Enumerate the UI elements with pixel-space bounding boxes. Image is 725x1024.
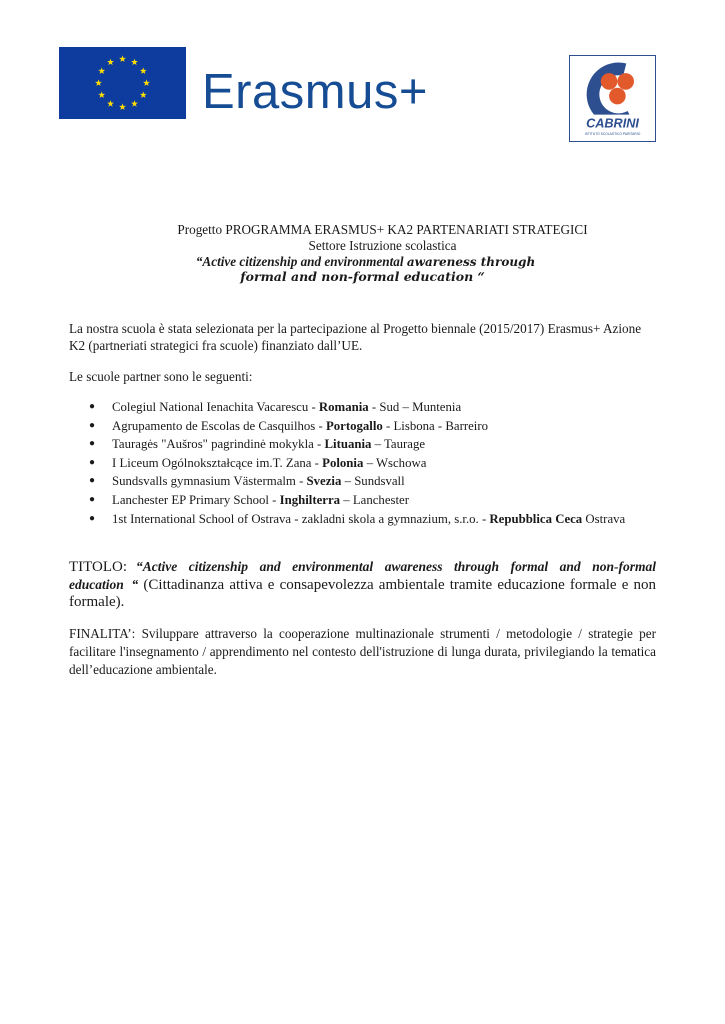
bullet-icon: ●: [89, 512, 96, 524]
partner-school: Colegiul National Ienachita Vacarescu -: [112, 400, 319, 414]
star-icon: [98, 67, 105, 74]
list-item: [89, 510, 625, 529]
bullet-icon: ●: [89, 475, 96, 487]
titolo-english: “Active citizenship and environmental awareness through formal and non-formal education “: [69, 559, 656, 592]
partner-country: Polonia: [322, 455, 364, 470]
project-subtitle-line: [3, 254, 725, 270]
cabrini-logo: [569, 55, 656, 142]
partners-intro: Le scuole partner sono le seguenti:: [69, 369, 253, 384]
partner-country: Portogallo: [325, 418, 383, 433]
partner-city: – Wschowa: [363, 455, 427, 470]
partner-city: – Taurage: [371, 437, 426, 452]
list-item: [89, 417, 625, 436]
star-icon: [107, 100, 114, 107]
project-subtitle-line: formal and non-formal education “: [240, 269, 485, 284]
cabrini-subtext: ISTITUTO SCOLASTICO PARITARIO: [584, 132, 641, 137]
partner-list: [89, 398, 625, 528]
bullet-icon: ●: [89, 438, 96, 450]
bullet-icon: ●: [89, 456, 96, 468]
eu-stars: [59, 47, 186, 119]
titolo-paragraph: [69, 558, 656, 611]
list-item: [89, 454, 625, 473]
star-icon: [107, 59, 114, 66]
erasmus-plus-logo: Erasmus+: [202, 65, 428, 119]
partner-school: Lanchester EP Primary School -: [112, 492, 280, 507]
partner-country: Inghilterra: [279, 492, 341, 507]
partner-country: Repubblica Ceca: [489, 511, 583, 526]
star-icon: [140, 91, 147, 98]
partner-school: Agrupamento de Escolas de Casquilhos -: [112, 418, 326, 433]
partner-school: 1st International School of Ostrava - zakladni skola a gymnazium, s.r.o. -: [112, 511, 490, 526]
cabrini-dot: [617, 73, 634, 90]
star-icon: [143, 79, 150, 86]
titolo-label: TITOLO:: [69, 559, 136, 575]
partner-school: Sundsvalls gymnasium Västermalm -: [112, 474, 307, 489]
star-icon: [119, 55, 126, 62]
partner-city: - Sud – Muntenia: [368, 400, 462, 414]
project-sector-line: Settore Istruzione scolastica: [308, 238, 457, 253]
partner-school: Tauragės "Aušros" pagrindinė mokykla -: [112, 437, 325, 452]
partner-city: – Lanchester: [340, 492, 409, 507]
cabrini-text: CABRINI: [586, 116, 639, 131]
star-icon: [140, 67, 147, 74]
star-icon: [119, 103, 126, 110]
star-icon: [98, 91, 105, 98]
bullet-icon: ●: [89, 493, 96, 505]
cabrini-dot: [609, 88, 626, 105]
subtitle-part: awareness through: [406, 255, 536, 269]
list-item: [89, 491, 625, 510]
titolo-italian: (Cittadinanza attiva e consapevolezza ambientale tramite educazione formale e non formale).: [69, 577, 656, 610]
project-title-line: Progetto PROGRAMMA ERASMUS+ KA2 PARTENARIATI STRATEGICI: [177, 222, 588, 237]
star-icon: [131, 100, 138, 107]
partner-country: Svezia: [306, 474, 342, 489]
bullet-icon: ●: [89, 401, 96, 412]
star-icon: [131, 59, 138, 66]
partner-city: Ostrava: [582, 511, 626, 526]
eu-flag-icon: [59, 47, 186, 119]
star-icon: [95, 79, 102, 86]
partner-school: I Liceum Ogólnokształcące im.T. Zana -: [112, 455, 323, 470]
list-item: [89, 435, 625, 454]
partner-country: Lituania: [324, 437, 372, 452]
bullet-icon: ●: [89, 419, 96, 431]
list-item: [89, 398, 625, 417]
cabrini-dot: [601, 73, 618, 90]
partner-country: Romania: [318, 400, 369, 414]
partner-city: – Sundsvall: [341, 474, 405, 489]
finalita-paragraph: FINALITA’: Sviluppare attraverso la cooperazione multinazionale strumenti / metodologie / strategie per facilitare l'insegnamento / apprendimento nel contesto dell'istruzione di lunga durata, privilegiando la tematica dell’educazione ambientale.: [69, 626, 656, 677]
subtitle-part: “Active citizenship and environmental: [195, 254, 407, 269]
partner-city: - Lisbona - Barreiro: [382, 418, 489, 433]
intro-paragraph: La nostra scuola è stata selezionata per la partecipazione al Progetto biennale (2015/2017) Erasmus+ Azione K2 (partneriati strategici fra scuole) finanziato dall’UE.: [69, 321, 642, 353]
list-item: [89, 472, 625, 491]
